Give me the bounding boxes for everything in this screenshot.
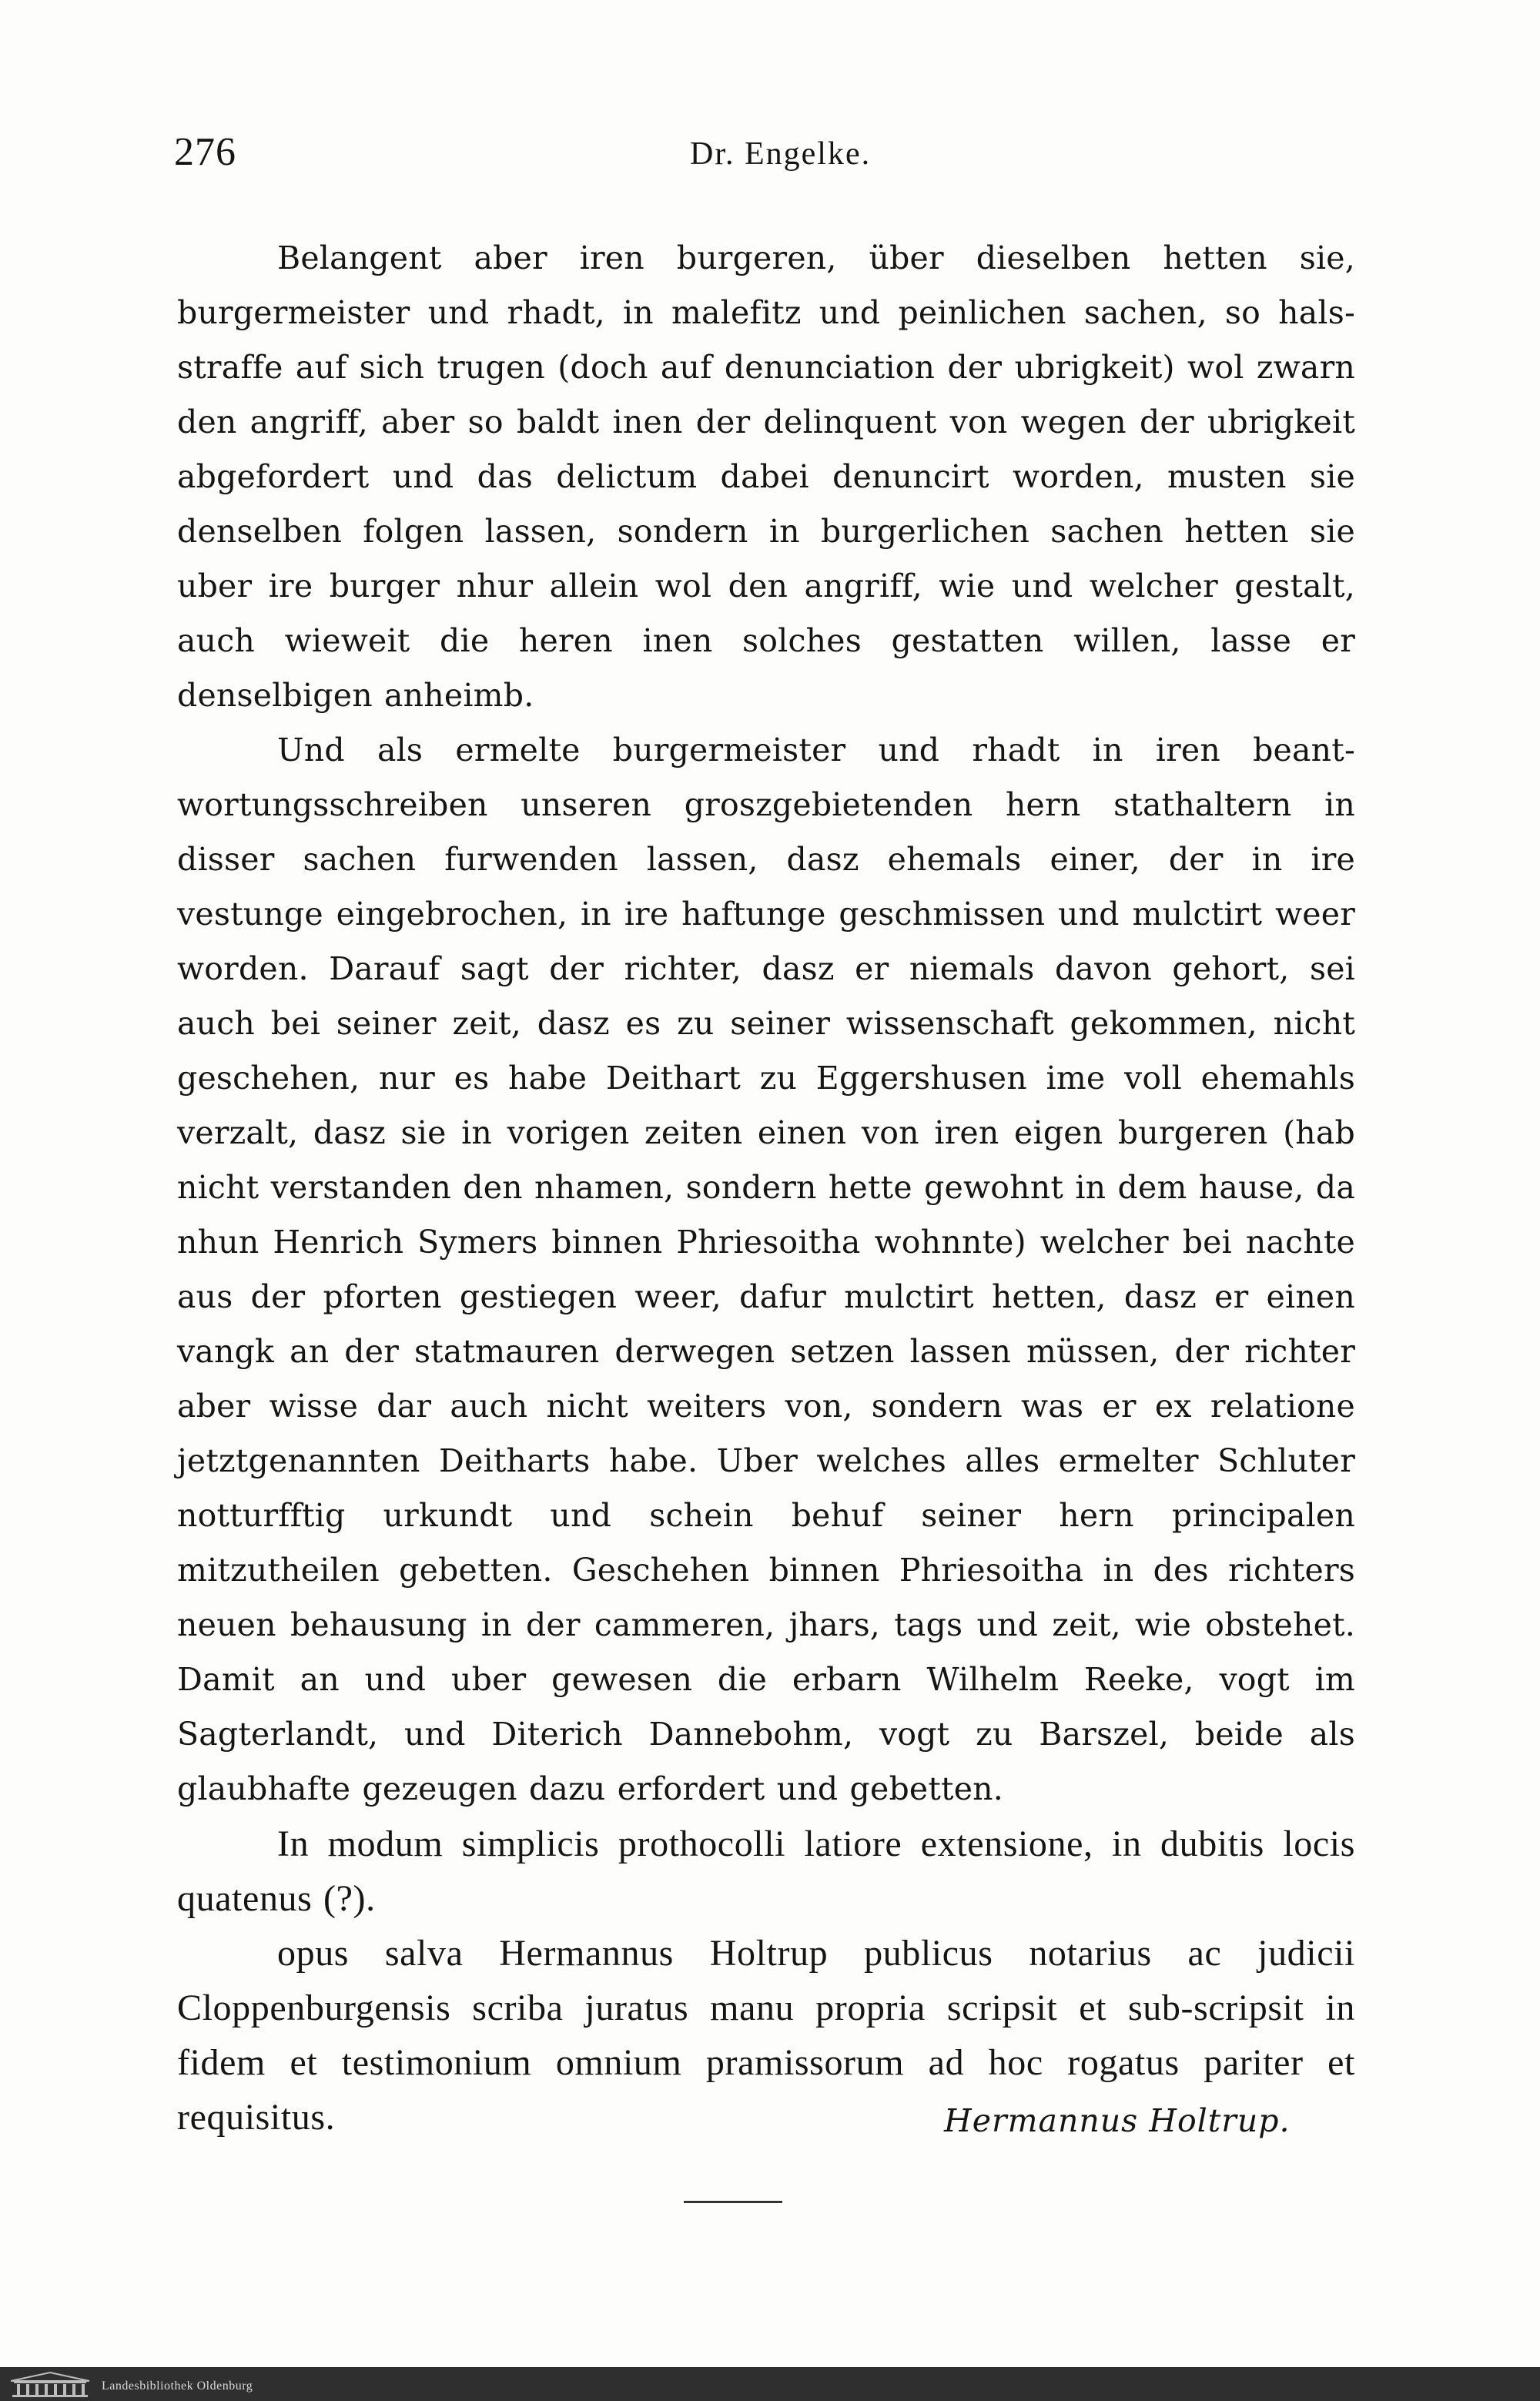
- closing-rule: [684, 2201, 782, 2203]
- footer-bar: [0, 2367, 1540, 2401]
- page-header: [174, 129, 1355, 191]
- paragraph-3: In modum simplicis prothocolli latiore extensione, in dubitis locis quatenus (?).: [177, 1823, 1355, 1919]
- page-number: 276: [174, 130, 236, 174]
- paragraph-1: Belangent aber iren burgeren, über dieselben hetten sie, burgermeister und rhadt, in malefitz und peinlichen sachen, so hals-straffe auf sich trugen (doch auf denunciation der ubrigkeit) wol zwarn den angriff, aber so baldt inen der delinquent von wegen der ubrigkeit abgefordert und das delictum dabei denuncirt worden, musten sie denselben folgen lassen, sondern in burgerlichen sachen hetten sie uber ire burger nhur allein wol den angriff, wie und welcher gestalt, auch wieweit die heren inen solches gestatten willen, lasse er denselbigen anheimb.: [177, 239, 1355, 714]
- signature: Hermannus Holtrup.: [944, 2102, 1291, 2139]
- body-text: [177, 231, 1355, 2145]
- paragraph-2: Und als ermelte burgermeister und rhadt in iren beant-wortungsschreiben unseren groszgebietenden hern stathaltern in disser sachen furwenden lassen, dasz ehemals einer, der in ire vestunge eingebrochen, in ire haftunge geschmissen und mulctirt weer worden. Darauf sagt der richter, dasz er niemals davon gehort, sei auch bei seiner zeit, dasz es zu seiner wissenschaft gekommen, nicht geschehen, nur es habe Deithart zu Eggershusen ime voll ehemahls verzalt, dasz sie in vorigen zeiten einen von iren eigen burgeren (hab nicht verstanden den nhamen, sondern hette gewohnt in dem hause, da nhun Henrich Symers binnen Phriesoitha wohnnte) welcher bei nachte aus der pforten gestiegen weer, dafur mulctirt hetten, dasz er einen vangk an der statmauren derwegen setzen lassen müssen, der richter aber wisse dar auch nicht weiters von, sondern was er ex relatione jetztgenannten Deitharts habe. Uber welches alles ermelter Schluter notturfftig urkundt und schein behuf seiner hern principalen mitzutheilen gebetten. Geschehen binnen Phriesoitha in des richters neuen behausung in der cammeren, jhars, tags und zeit, wie obstehet. Damit an und uber gewesen die erbarn Wilhelm Reeke, vogt im Sagterlandt, und Diterich Dannebohm, vogt zu Barszel, beide als glaubhafte gezeugen dazu erfordert und gebetten.: [177, 732, 1355, 1807]
- paragraph-4: opus salva Hermannus Holtrup publicus notarius ac judicii Cloppenburgensis scriba juratus manu propria scripsit et sub-scripsit in fidem et testimonium omnium pramissorum ad hoc rogatus pariter et requisitus.: [177, 1933, 1355, 2138]
- library-name: Landesbibliothek Oldenburg: [102, 2379, 253, 2393]
- running-head: Dr. Engelke.: [690, 136, 872, 172]
- library-building-icon: [8, 2370, 92, 2398]
